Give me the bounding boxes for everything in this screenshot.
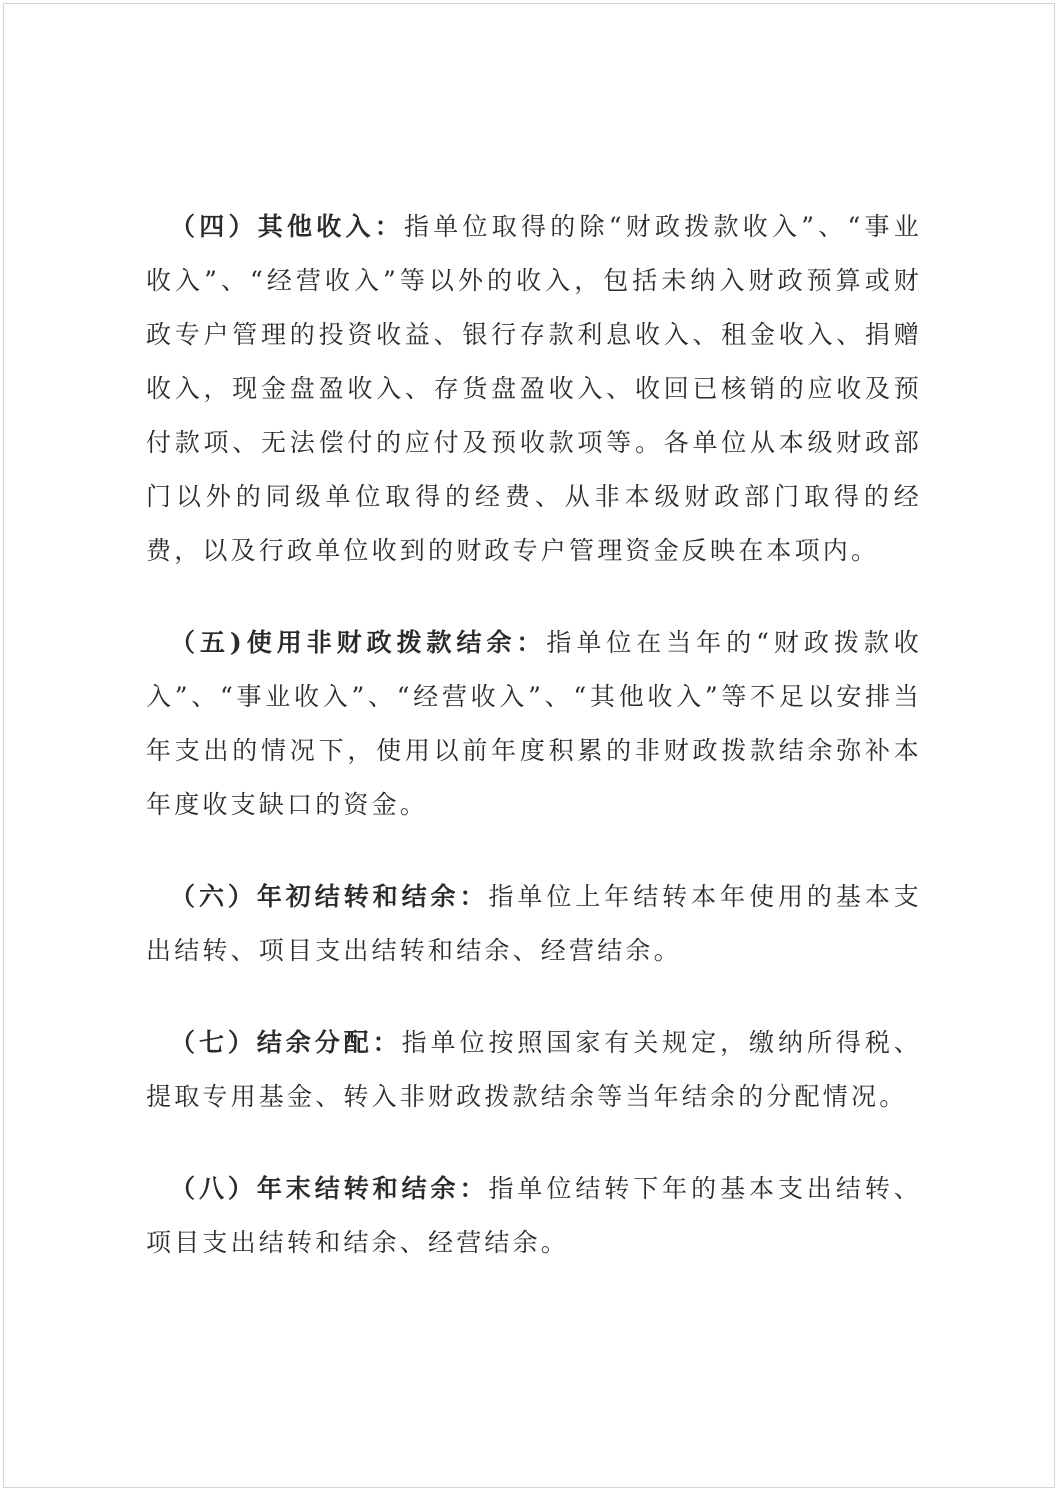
paragraph-opening-balance	[146, 870, 922, 978]
paragraph-heading: （八）年末结转和结余：	[170, 1174, 489, 1203]
paragraph-non-fiscal-balance	[146, 616, 922, 832]
paragraph-text: 指单位按照国家有关规定，缴纳所得税、提取专用基金、转入非财政拨款结余等当年结余的分配情况。	[146, 1028, 922, 1111]
paragraph-text: 指单位在当年的“财政拨款收入”、“事业收入”、“经营收入”、“其他收入”等不足以安排当年支出的情况下，使用以前年度积累的非财政拨款结余弥补本年度收支缺口的资金。	[146, 628, 922, 819]
paragraph-text: 指单位取得的除“财政拨款收入”、“事业收入”、“经营收入”等以外的收入，包括未纳入财政预算或财政专户管理的投资收益、银行存款利息收入、租金收入、捐赠收入，现金盘盈收入、存货盘盈收入、收回已核销的应收及预付款项、无法偿付的应付及预收款项等。各单位从本级财政部门以外的同级单位取得的经费、从非本级财政部门取得的经费，以及行政单位收到的财政专户管理资金反映在本项内。	[146, 212, 922, 565]
paragraph-heading: （七）结余分配：	[170, 1028, 402, 1057]
paragraph-closing-balance	[146, 1162, 922, 1270]
paragraph-heading: （四）其他收入：	[170, 212, 404, 241]
paragraph-balance-distribution	[146, 1016, 922, 1124]
document-page	[3, 3, 1055, 1488]
document-body	[146, 200, 922, 1308]
paragraph-text: 指单位上年结转本年使用的基本支出结转、项目支出结转和结余、经营结余。	[146, 882, 922, 965]
paragraph-heading: （五)使用非财政拨款结余：	[170, 628, 547, 657]
paragraph-text: 指单位结转下年的基本支出结转、项目支出结转和结余、经营结余。	[146, 1174, 922, 1257]
paragraph-other-income	[146, 200, 922, 578]
paragraph-heading: （六）年初结转和结余：	[170, 882, 489, 911]
